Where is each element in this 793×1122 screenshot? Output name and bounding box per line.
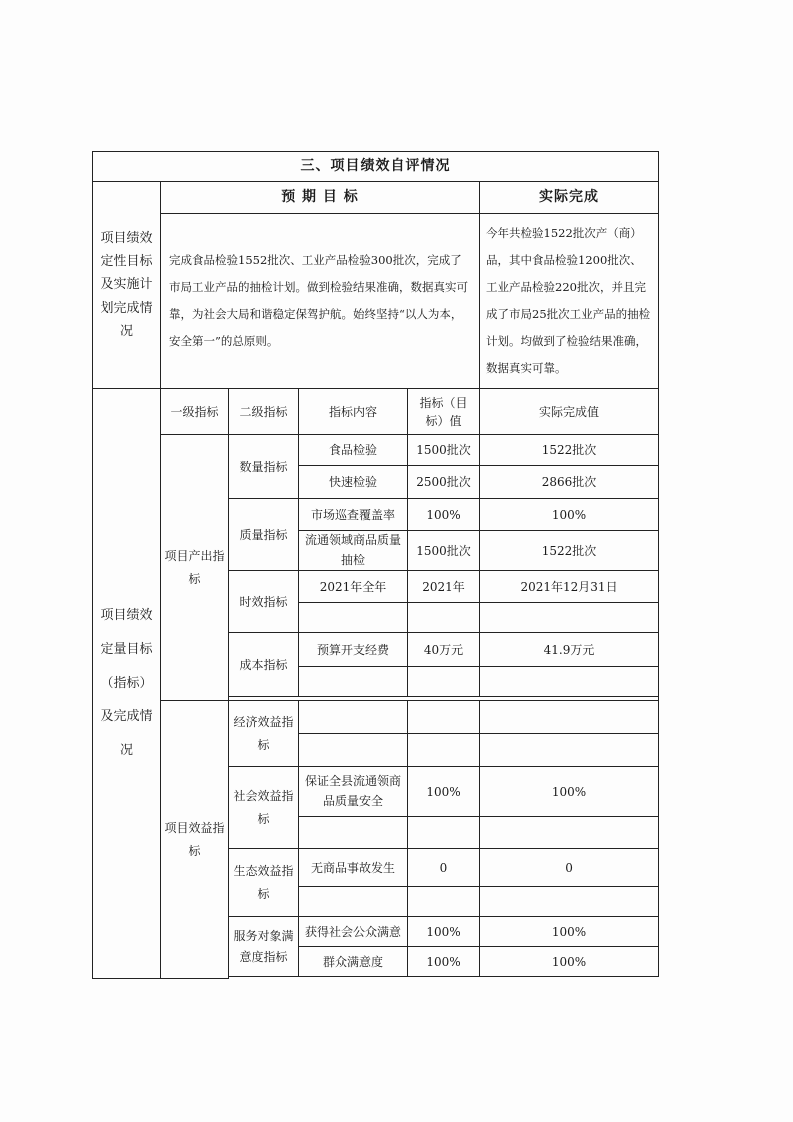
- actual-completion-header: 实际完成: [480, 182, 659, 214]
- quantity-indicator-label: 数量指标: [229, 435, 299, 499]
- indicator-target: 40万元: [408, 633, 480, 667]
- indicator-target: 1500批次: [408, 435, 480, 466]
- indicator-target: 100%: [408, 767, 480, 817]
- empty-cell: [480, 667, 659, 697]
- header-level2: 二级指标: [229, 389, 299, 435]
- indicator-target: 0: [408, 849, 480, 887]
- empty-cell: [408, 817, 480, 849]
- quality-indicator-label: 质量指标: [229, 499, 299, 571]
- social-indicator-label: 社会效益指标: [229, 767, 299, 849]
- empty-cell: [408, 603, 480, 633]
- indicator-actual: 100%: [480, 767, 659, 817]
- empty-cell: [480, 603, 659, 633]
- indicator-content: 市场巡查覆盖率: [299, 499, 408, 531]
- empty-cell: [299, 734, 408, 767]
- indicator-target: 100%: [408, 917, 480, 947]
- section-title: 三、项目绩效自评情况: [93, 152, 659, 182]
- expected-goal-text: 完成食品检验1552批次、工业产品检验300批次，完成了市局工业产品的抽检计划。做到检验结果准确，数据真实可靠，为社会大局和谐稳定保驾护航。始终坚持“以人为本，安全第一”的总原则。: [161, 214, 480, 389]
- indicator-content: 预算开支经费: [299, 633, 408, 667]
- header-target: 指标（目标）值: [408, 389, 480, 435]
- satisfaction-indicator-label: 服务对象满意度指标: [229, 917, 299, 977]
- benefit-indicator-label: 项目效益指标: [161, 701, 229, 979]
- indicator-actual: 100%: [480, 499, 659, 531]
- cost-indicator-label: 成本指标: [229, 633, 299, 697]
- indicator-target: 2500批次: [408, 466, 480, 499]
- indicator-actual: 0: [480, 849, 659, 887]
- empty-cell: [480, 701, 659, 734]
- indicator-actual: 2021年12月31日: [480, 571, 659, 603]
- indicator-content: 食品检验: [299, 435, 408, 466]
- indicator-actual: 1522批次: [480, 531, 659, 571]
- indicator-content: 无商品事故发生: [299, 849, 408, 887]
- economic-indicator-label: 经济效益指标: [229, 701, 299, 767]
- header-level1: 一级指标: [161, 389, 229, 435]
- indicator-content: 2021年全年: [299, 571, 408, 603]
- indicator-target: 2021年: [408, 571, 480, 603]
- ecological-indicator-label: 生态效益指标: [229, 849, 299, 917]
- empty-cell: [299, 887, 408, 917]
- empty-cell: [408, 667, 480, 697]
- indicator-actual: 1522批次: [480, 435, 659, 466]
- empty-cell: [299, 817, 408, 849]
- indicator-target: 1500批次: [408, 531, 480, 571]
- empty-cell: [480, 817, 659, 849]
- empty-cell: [299, 603, 408, 633]
- spacer: [229, 978, 659, 979]
- quantitative-label: 项目绩效定量目标（指标）及完成情况: [93, 389, 161, 979]
- timeliness-indicator-label: 时效指标: [229, 571, 299, 633]
- indicator-content: 获得社会公众满意: [299, 917, 408, 947]
- expected-goal-header: 预 期 目 标: [161, 182, 480, 214]
- indicator-actual: 100%: [480, 917, 659, 947]
- empty-cell: [408, 734, 480, 767]
- empty-cell: [299, 701, 408, 734]
- empty-cell: [408, 701, 480, 734]
- output-indicator-label: 项目产出指标: [161, 435, 229, 701]
- indicator-actual: 2866批次: [480, 466, 659, 499]
- performance-table: [92, 151, 659, 979]
- qualitative-label: 项目绩效定性目标及实施计划完成情况: [93, 182, 161, 389]
- indicator-content: 流通领域商品质量抽检: [299, 531, 408, 571]
- indicator-content: 快速检验: [299, 466, 408, 499]
- header-actual: 实际完成值: [480, 389, 659, 435]
- indicator-target: 100%: [408, 499, 480, 531]
- header-content: 指标内容: [299, 389, 408, 435]
- empty-cell: [480, 734, 659, 767]
- indicator-actual: 41.9万元: [480, 633, 659, 667]
- indicator-actual: 100%: [480, 947, 659, 977]
- indicator-target: 100%: [408, 947, 480, 977]
- actual-completion-text: 今年共检验1522批次产（商）品，其中食品检验1200批次、工业产品检验220批次，并且完成了市局25批次工业产品的抽检计划。均做到了检验结果准确，数据真实可靠。: [480, 214, 659, 389]
- indicator-content: 群众满意度: [299, 947, 408, 977]
- empty-cell: [299, 667, 408, 697]
- indicator-content: 保证全县流通领商品质量安全: [299, 767, 408, 817]
- empty-cell: [408, 887, 480, 917]
- empty-cell: [480, 887, 659, 917]
